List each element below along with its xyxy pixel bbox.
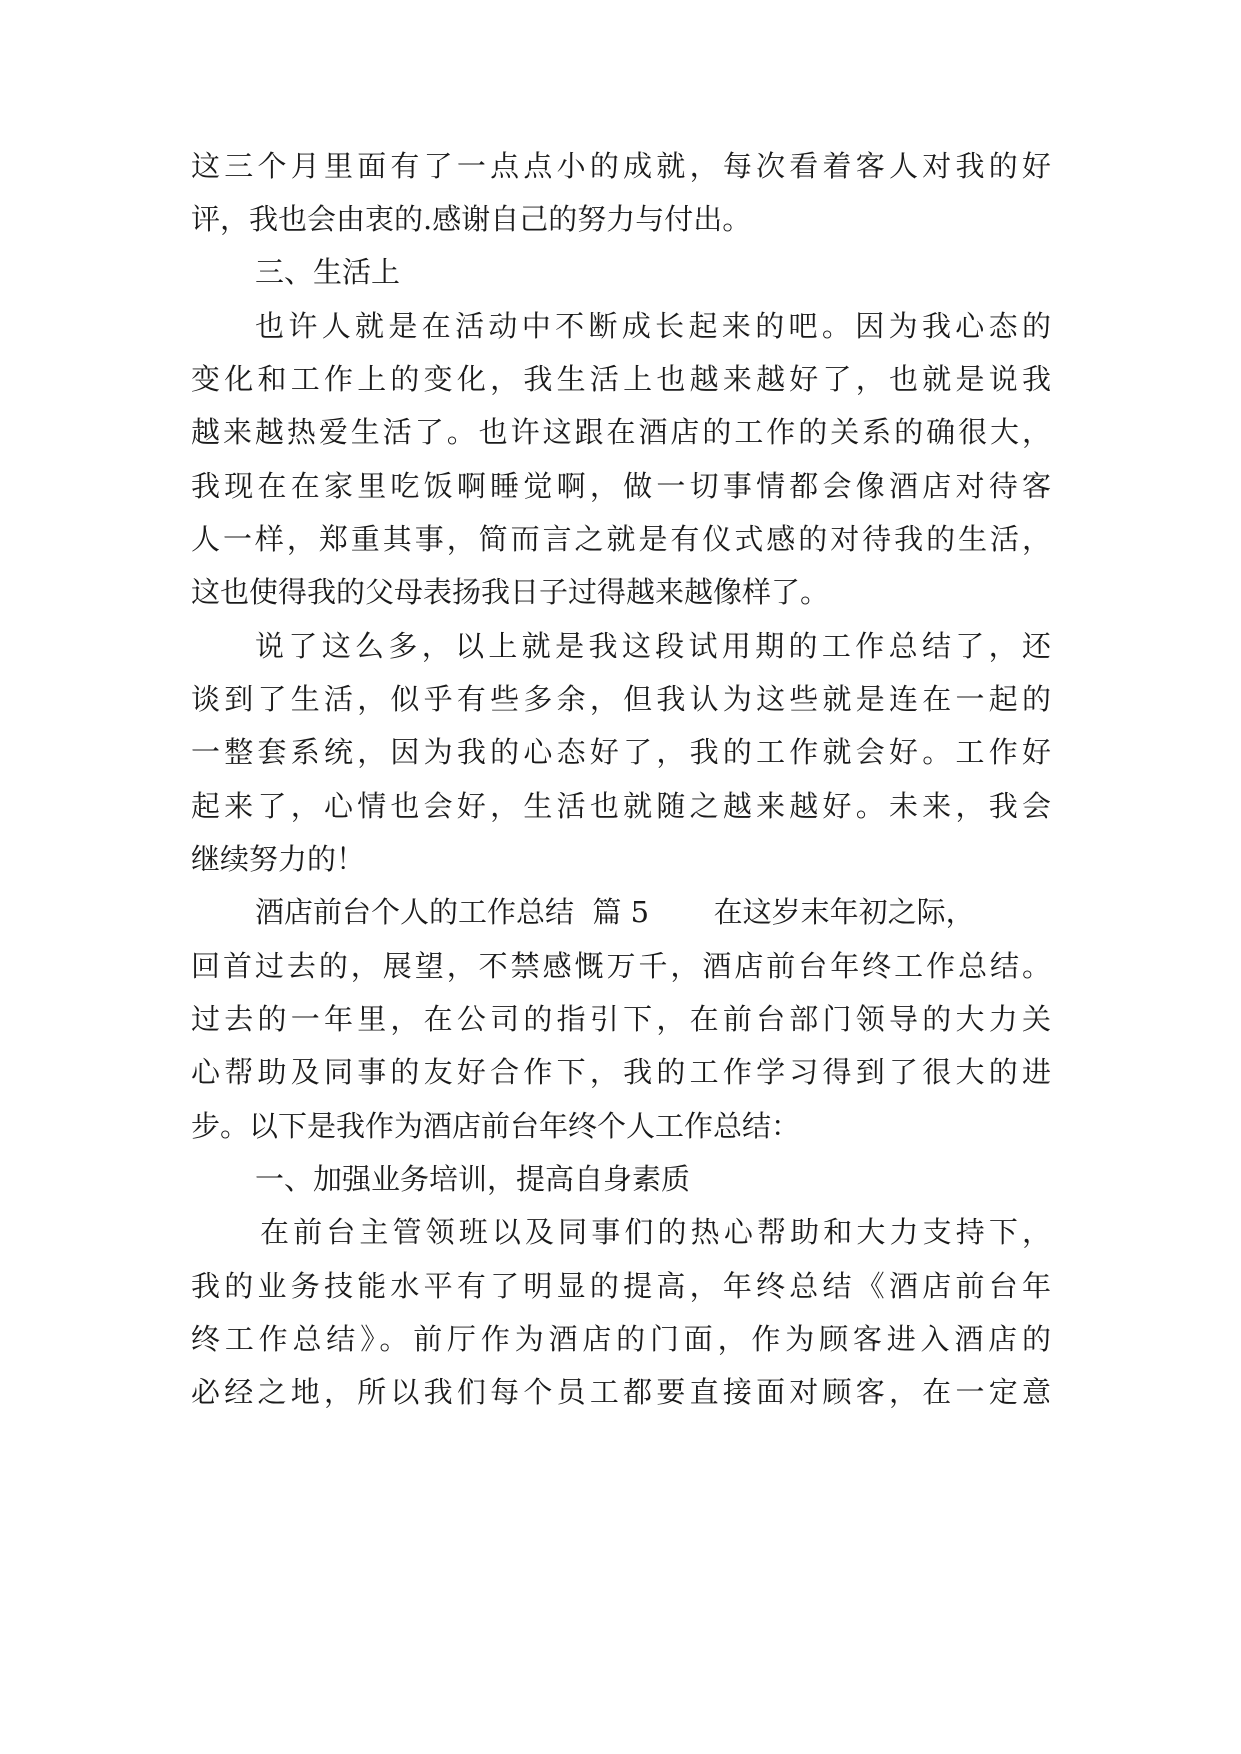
body-text-line: 说了这么多，以上就是我这段试用期的工作总结了，还: [255, 629, 1051, 663]
body-text-line: 过去的一年里，在公司的指引下，在前台部门领导的大力关: [191, 1002, 1051, 1036]
body-text-line: 谈到了生活，似乎有些多余，但我认为这些就是连在一起的: [191, 682, 1051, 716]
body-text-line: 步。以下是我作为酒店前台年终个人工作总结：: [191, 1109, 801, 1143]
body-text-line: 我的业务技能水平有了明显的提高，年终总结《酒店前台年: [191, 1269, 1051, 1303]
article-title-line: 酒店前台个人的工作总结 篇 5 在这岁末年初之际，: [255, 895, 975, 929]
body-text-line: 这也使得我的父母表扬我日子过得越来越像样了。: [191, 575, 830, 609]
body-text-line: 起来了，心情也会好，生活也就随之越来越好。未来，我会: [191, 789, 1051, 823]
body-text-line: 一整套系统，因为我的心态好了，我的工作就会好。工作好: [191, 735, 1051, 769]
body-text-line: 越来越热爱生活了。也许这跟在酒店的工作的关系的确很大，: [191, 415, 1051, 449]
body-text-line: 也许人就是在活动中不断成长起来的吧。因为我心态的: [255, 309, 1051, 343]
body-text-line: 人一样，郑重其事，简而言之就是有仪式感的对待我的生活，: [191, 522, 1051, 556]
body-text-line: 在前台主管领班以及同事们的热心帮助和大力支持下，: [260, 1215, 1051, 1249]
body-text-line: 心帮助及同事的友好合作下，我的工作学习得到了很大的进: [191, 1055, 1051, 1089]
body-text-line: 变化和工作上的变化，我生活上也越来越好了，也就是说我: [191, 362, 1051, 396]
body-text-line: 必经之地，所以我们每个员工都要直接面对顾客，在一定意: [191, 1375, 1051, 1409]
body-text-line: 终工作总结》。前厅作为酒店的门面，作为顾客进入酒店的: [191, 1322, 1051, 1356]
section-heading: 一、加强业务培训，提高自身素质: [255, 1162, 691, 1196]
section-heading: 三、生活上: [255, 255, 401, 289]
body-text-line: 继续努力的！: [191, 842, 366, 876]
body-text-line: 回首过去的，展望，不禁感慨万千，酒店前台年终工作总结。: [191, 949, 1051, 983]
body-text-line: 这三个月里面有了一点点小的成就，每次看着客人对我的好: [191, 149, 1051, 183]
body-text-line: 我现在在家里吃饭啊睡觉啊，做一切事情都会像酒店对待客: [191, 469, 1051, 503]
body-text-line: 评，我也会由衷的.感谢自己的努力与付出。: [191, 202, 752, 236]
